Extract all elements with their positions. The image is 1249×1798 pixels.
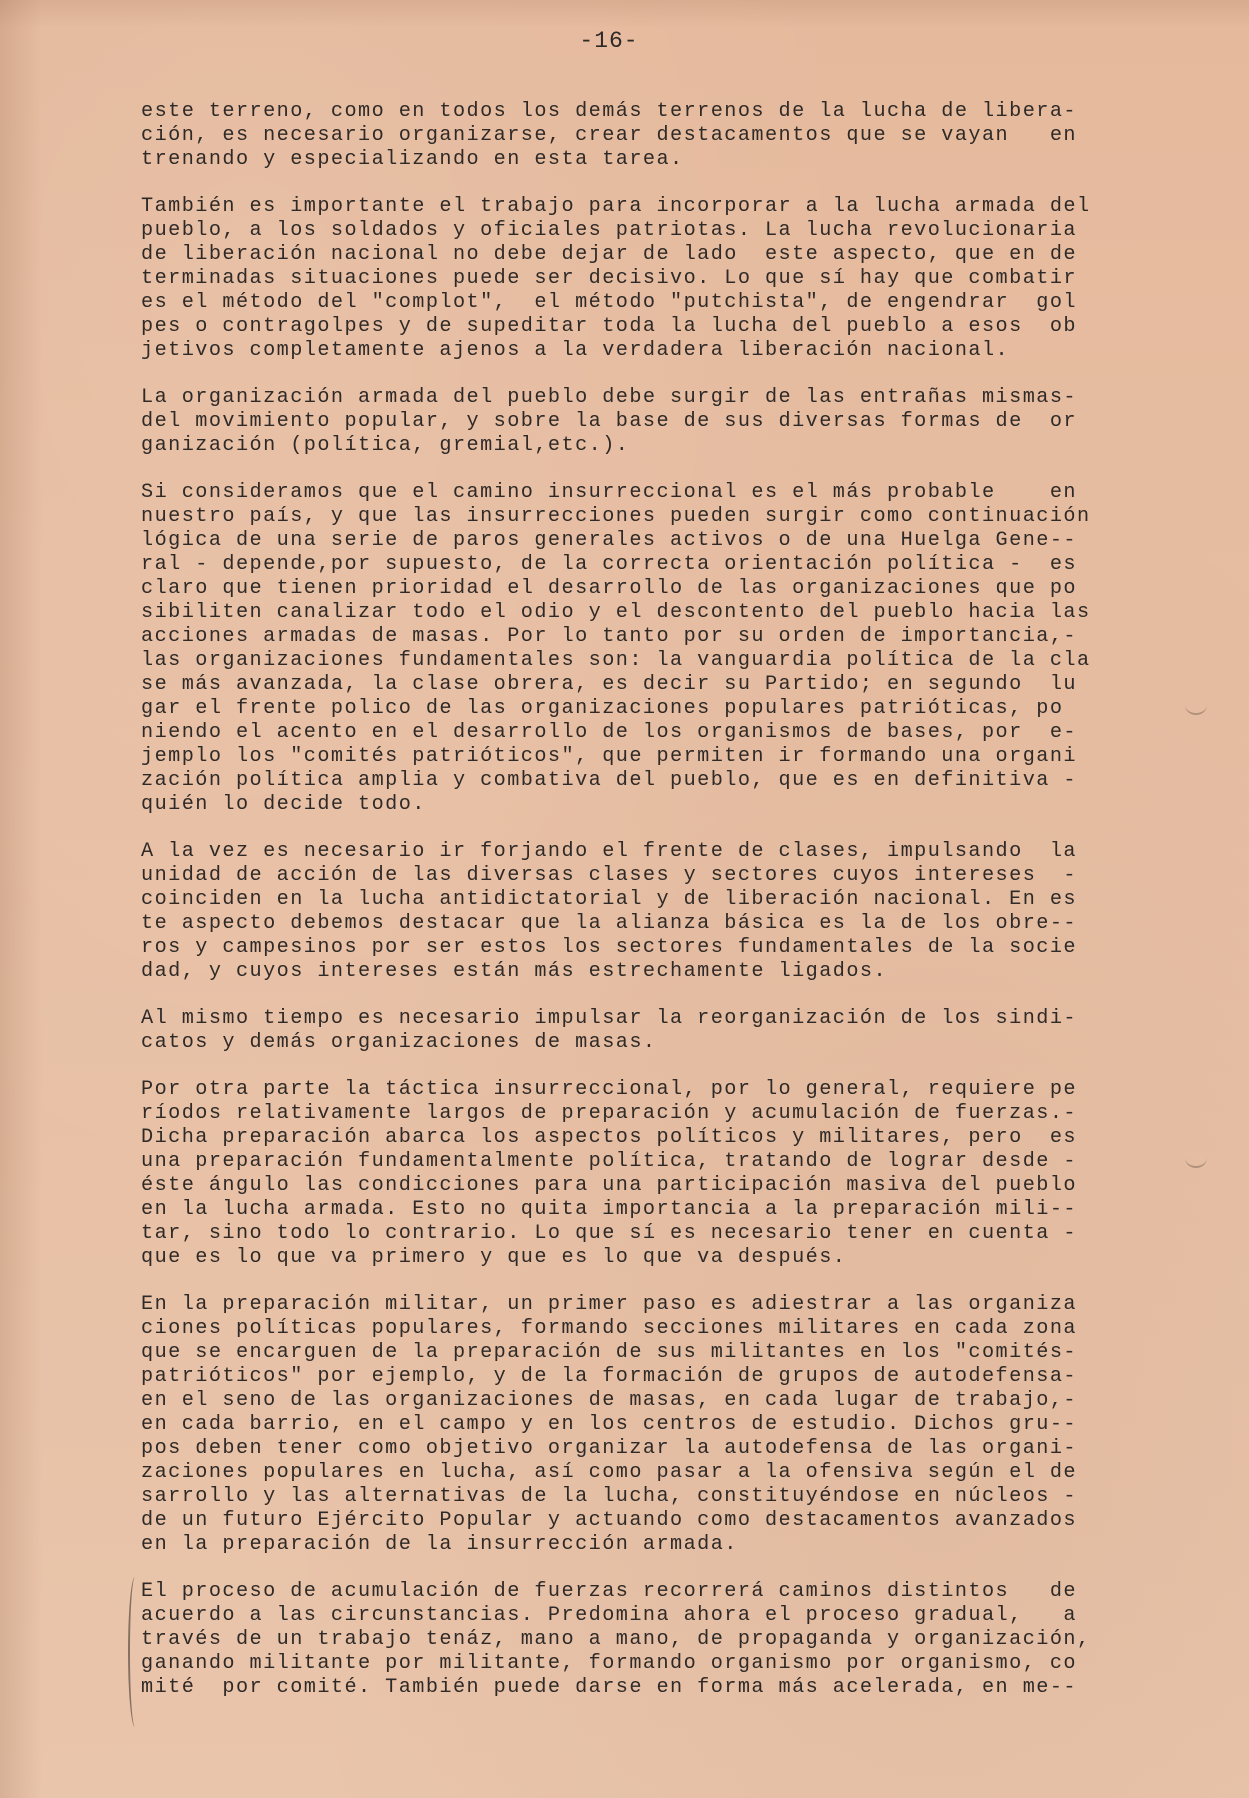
body-paragraph (141, 1293, 1161, 1557)
body-line: éste ángulo las condicciones para una participación masiva del pueblo (141, 1174, 1077, 1197)
body-line: En la preparación militar, un primer paso es adiestrar a las organiza (141, 1293, 1077, 1316)
body-line: acciones armadas de masas. Por lo tanto por su orden de importancia,- (141, 625, 1077, 648)
body-paragraph (141, 1078, 1161, 1270)
body-line: unidad de acción de las diversas clases y sectores cuyos intereses - (141, 864, 1077, 887)
body-line: ción, es necesario organizarse, crear destacamentos que se vayan en (141, 124, 1077, 147)
body-line: en la preparación de la insurrección armada. (141, 1533, 738, 1556)
body-line: dad, y cuyos intereses están más estrechamente ligados. (141, 960, 888, 983)
body-line: ríodos relativamente largos de preparación y acumulación de fuerzas.- (141, 1102, 1077, 1125)
body-line: coinciden en la lucha antidictatorial y de liberación nacional. En es (141, 888, 1077, 911)
body-line: gar el frente polico de las organizaciones populares patrióticas, po (141, 697, 1064, 720)
page-number: -16- (579, 28, 639, 54)
body-line: nuestro país, y que las insurrecciones pueden surgir como continuación (141, 505, 1091, 528)
body-line: patrióticos" por ejemplo, y de la formación de grupos de autodefensa- (141, 1365, 1077, 1388)
page-shadow-top (0, 0, 1249, 28)
body-paragraph (141, 386, 1161, 458)
body-line: de un futuro Ejército Popular y actuando como destacamentos avanzados (141, 1509, 1077, 1532)
body-line: en la lucha armada. Esto no quita importancia a la preparación mili-- (141, 1198, 1077, 1221)
body-line: sibiliten canalizar todo el odio y el descontento del pueblo hacia las (141, 601, 1091, 624)
body-line: tar, sino todo lo contrario. Lo que sí es necesario tener en cuenta - (141, 1222, 1077, 1245)
body-line: acuerdo a las circunstancias. Predomina ahora el proceso gradual, a (141, 1604, 1077, 1627)
body-line: ciones políticas populares, formando secciones militares en cada zona (141, 1317, 1077, 1340)
body-paragraph (141, 1007, 1161, 1055)
body-line: sarrollo y las alternativas de la lucha, constituyéndose en núcleos - (141, 1485, 1077, 1508)
body-line: través de un trabajo tenáz, mano a mano, de propaganda y organización, (141, 1628, 1091, 1651)
body-line: en el seno de las organizaciones de masas, en cada lugar de trabajo,- (141, 1389, 1077, 1412)
body-line: El proceso de acumulación de fuerzas recorrerá caminos distintos de (141, 1580, 1077, 1603)
body-line: Por otra parte la táctica insurreccional, por lo general, requiere pe (141, 1078, 1077, 1101)
body-line: es el método del "complot", el método "putchista", de engendrar gol (141, 291, 1077, 314)
paper-mark (1185, 1148, 1207, 1168)
body-line: Dicha preparación abarca los aspectos políticos y militares, pero es (141, 1126, 1077, 1149)
body-paragraph (141, 481, 1161, 817)
body-paragraph (141, 1580, 1161, 1700)
body-line: También es importante el trabajo para incorporar a la lucha armada del (141, 195, 1091, 218)
body-line: de liberación nacional no debe dejar de lado este aspecto, que en de (141, 243, 1077, 266)
body-line: pos deben tener como objetivo organizar la autodefensa de las organi- (141, 1437, 1077, 1460)
body-line: pueblo, a los soldados y oficiales patriotas. La lucha revolucionaria (141, 219, 1077, 242)
body-line: zaciones populares en lucha, así como pasar a la ofensiva según el de (141, 1461, 1077, 1484)
body-line: jetivos completamente ajenos a la verdadera liberación nacional. (141, 339, 1010, 362)
body-line: mité por comité. También puede darse en forma más acelerada, en me-- (141, 1676, 1077, 1699)
body-line: en cada barrio, en el campo y en los centros de estudio. Dichos gru-- (141, 1413, 1077, 1436)
body-line: A la vez es necesario ir forjando el frente de clases, impulsando la (141, 840, 1077, 863)
body-line: las organizaciones fundamentales son: la vanguardia política de la cla (141, 649, 1091, 672)
body-line: este terreno, como en todos los demás terrenos de la lucha de libera- (141, 100, 1077, 123)
body-line: que se encarguen de la preparación de sus militantes en los "comités- (141, 1341, 1077, 1364)
body-line: ganando militante por militante, formando organismo por organismo, co (141, 1652, 1077, 1675)
body-line: trenando y especializando en esta tarea. (141, 148, 684, 171)
body-line: niendo el acento en el desarrollo de los organismos de bases, por e- (141, 721, 1077, 744)
body-line: ros y campesinos por ser estos los sectores fundamentales de la socie (141, 936, 1077, 959)
body-line: se más avanzada, la clase obrera, es decir su Partido; en segundo lu (141, 673, 1077, 696)
body-paragraph (141, 840, 1161, 984)
body-line: claro que tienen prioridad el desarrollo de las organizaciones que po (141, 577, 1077, 600)
body-line: Si consideramos que el camino insurreccional es el más probable en (141, 481, 1077, 504)
body-line: Al mismo tiempo es necesario impulsar la reorganización de los sindi- (141, 1007, 1077, 1030)
body-line: una preparación fundamentalmente política, tratando de lograr desde - (141, 1150, 1077, 1173)
body-paragraph (141, 195, 1161, 363)
body-line: pes o contragolpes y de supeditar toda la lucha del pueblo a esos ob (141, 315, 1077, 338)
body-line: que es lo que va primero y que es lo que va después. (141, 1246, 847, 1269)
body-line: catos y demás organizaciones de masas. (141, 1031, 657, 1054)
document-body (141, 100, 1161, 1723)
paper-mark (1185, 695, 1207, 715)
body-line: lógica de una serie de paros generales activos o de una Huelga Gene-- (141, 529, 1077, 552)
body-line: La organización armada del pueblo debe surgir de las entrañas mismas- (141, 386, 1077, 409)
body-line: ral - depende,por supuesto, de la correcta orientación política - es (141, 553, 1077, 576)
body-line: terminadas situaciones puede ser decisivo. Lo que sí hay que combatir (141, 267, 1077, 290)
body-line: zación política amplia y combativa del pueblo, que es en definitiva - (141, 769, 1077, 792)
body-line: te aspecto debemos destacar que la alianza básica es la de los obre-- (141, 912, 1077, 935)
body-paragraph (141, 100, 1161, 172)
body-line: jemplo los "comités patrióticos", que permiten ir formando una organi (141, 745, 1077, 768)
handwritten-margin-bracket (128, 1577, 142, 1727)
page-shadow-left (0, 0, 42, 1798)
body-line: del movimiento popular, y sobre la base de sus diversas formas de or (141, 410, 1077, 433)
body-line: ganización (política, gremial,etc.). (141, 434, 630, 457)
body-line: quién lo decide todo. (141, 793, 426, 816)
